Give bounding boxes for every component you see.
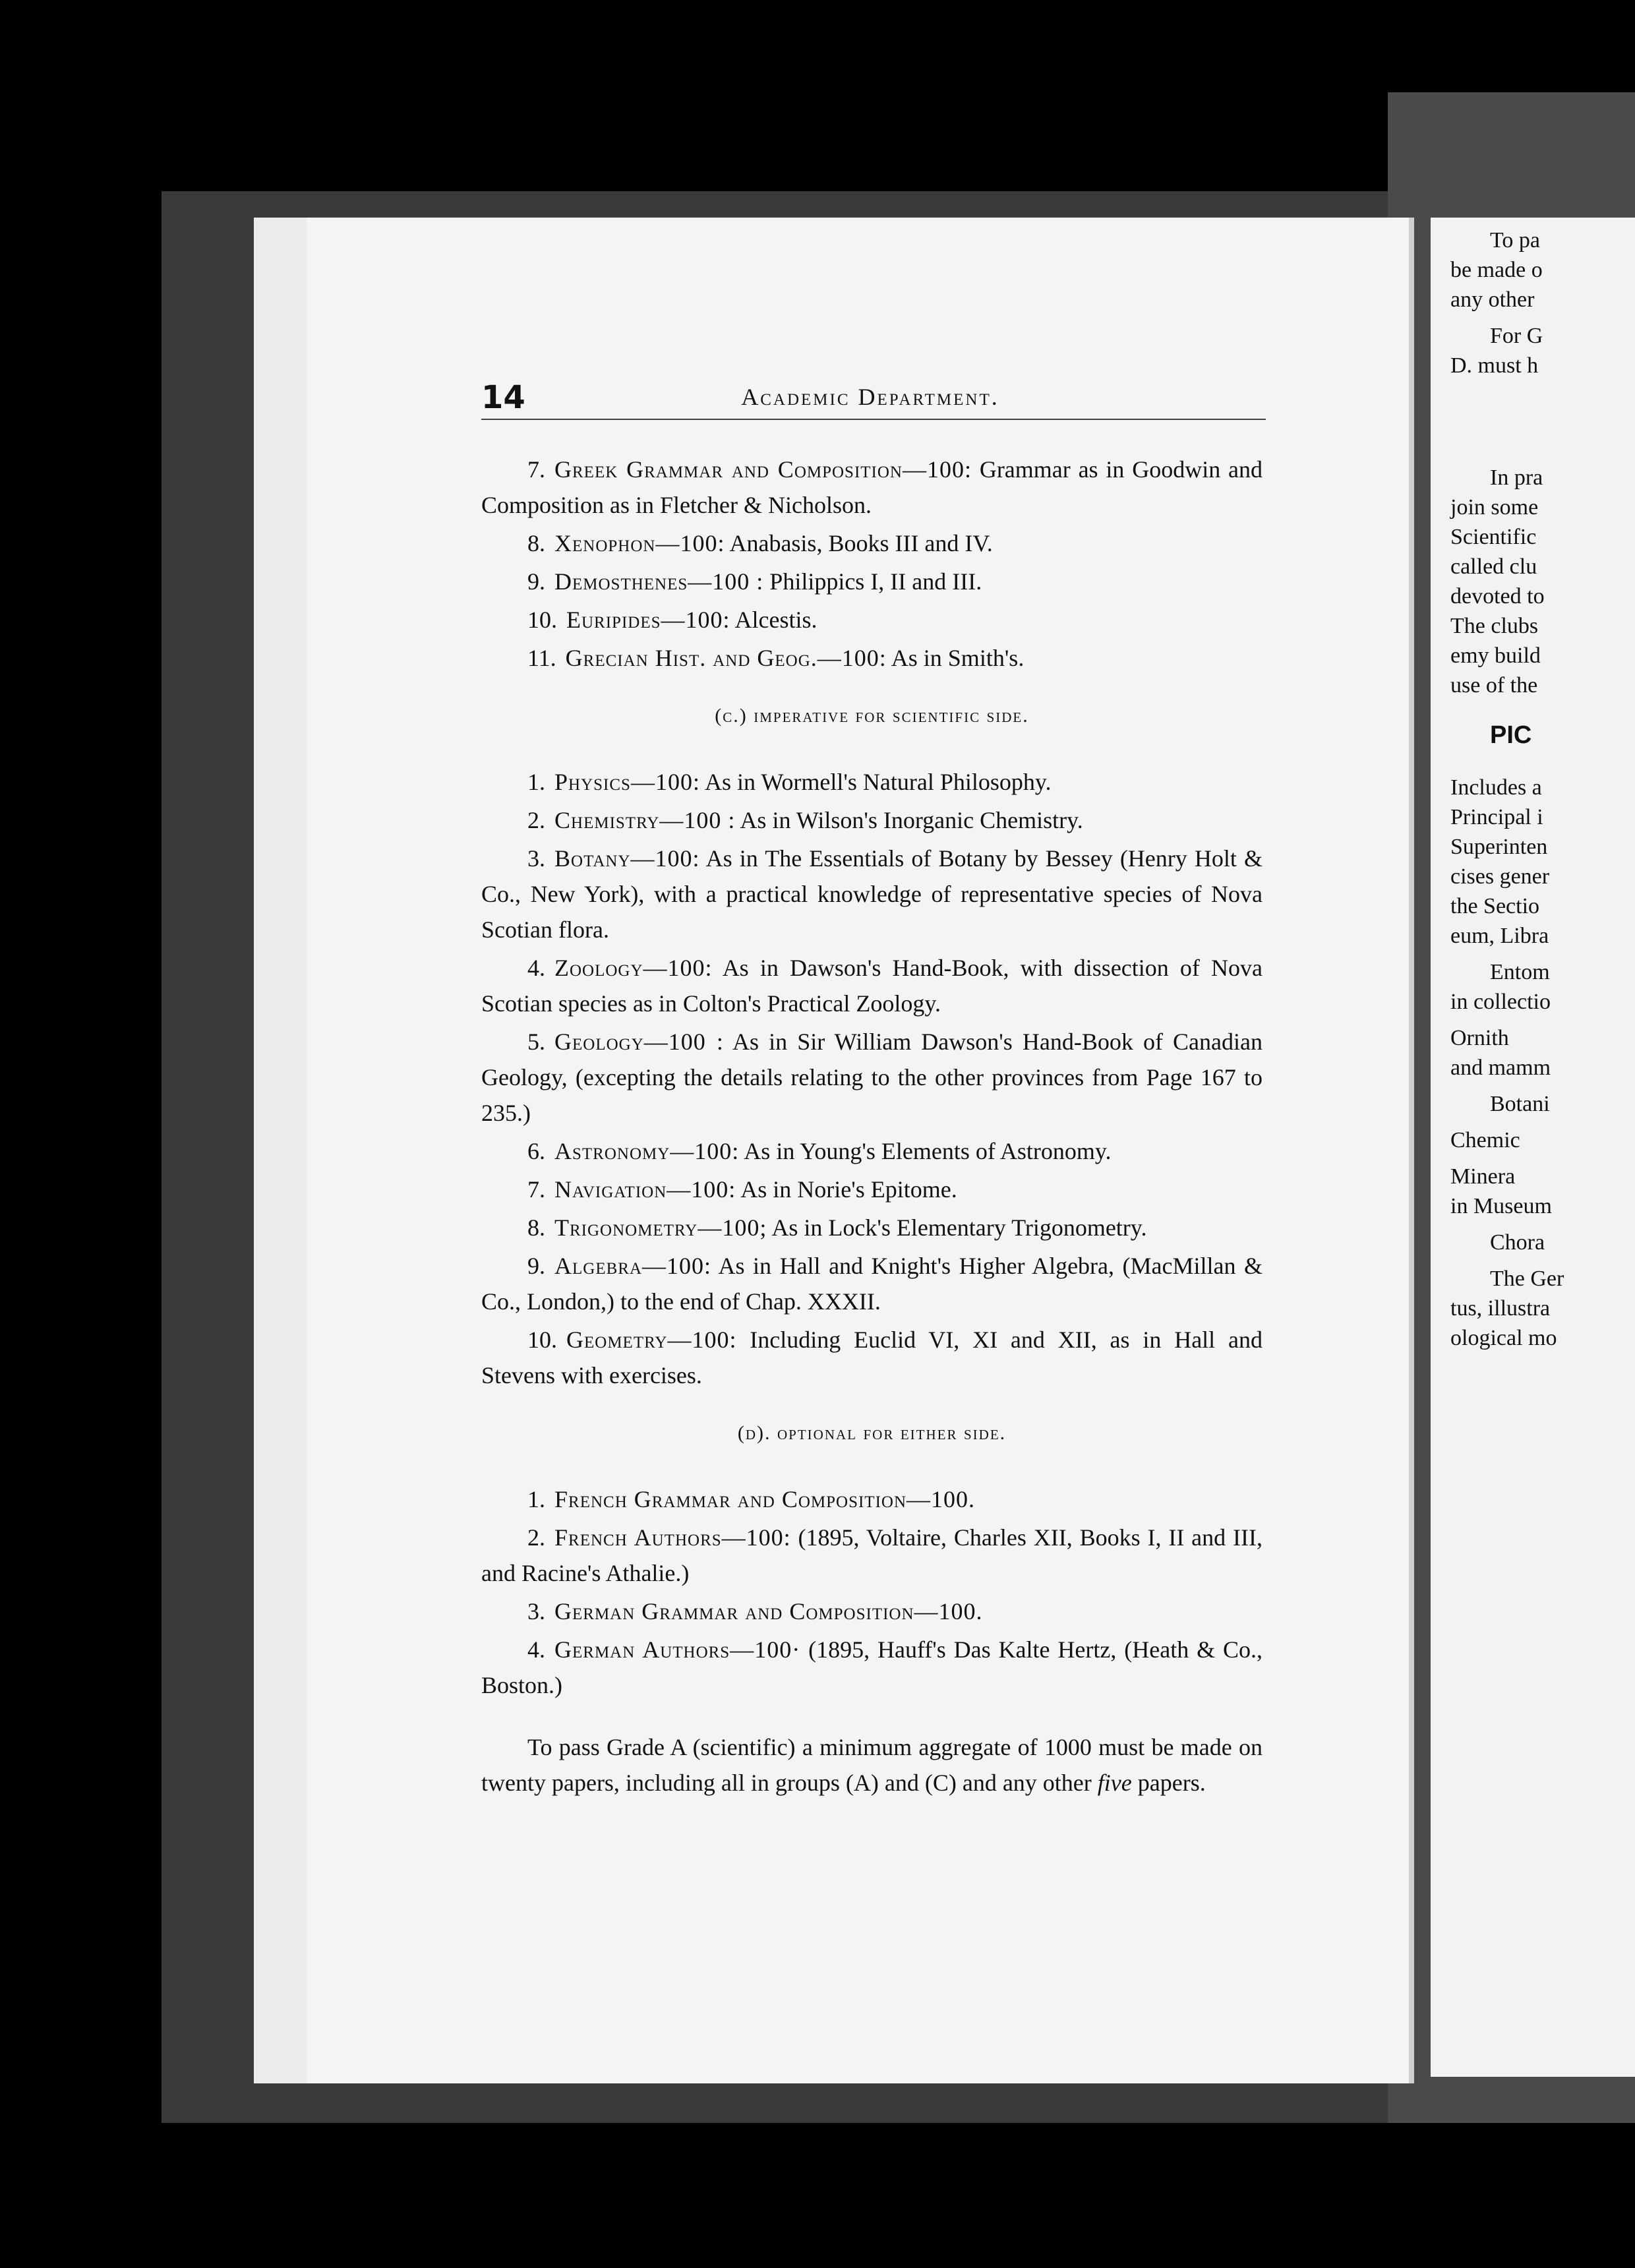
page-body — [481, 452, 1263, 1824]
item-number: 3. — [527, 1598, 545, 1625]
item-subject: Botany—100: — [554, 845, 700, 872]
right-page-line: Entom — [1490, 960, 1550, 984]
item-subject: French Grammar and Composition—100. — [554, 1486, 976, 1512]
item-number: 7. — [527, 456, 545, 483]
section-b-item — [481, 602, 1263, 638]
right-page-line: called clu — [1450, 554, 1537, 579]
closing-paragraph — [481, 1729, 1263, 1801]
item-number: 8. — [527, 1214, 545, 1241]
closing-emphasis: five — [1097, 1770, 1132, 1796]
item-subject: Geology—100 : — [554, 1029, 724, 1055]
item-detail: As in Wormell's Natural Philosophy. — [699, 769, 1052, 795]
right-page-line: D. must h — [1450, 353, 1539, 378]
right-page-line: For G — [1490, 324, 1543, 348]
item-number: 3. — [527, 845, 545, 872]
item-detail: As in Hall and Knight's Higher Algebra, (MacMillan & Co., London,) to the end of Chap. XXXII. — [481, 1253, 1263, 1315]
section-c-item — [481, 841, 1263, 947]
item-subject: Navigation—100: — [554, 1176, 736, 1203]
right-page-line: use of the — [1450, 673, 1538, 698]
section-c-item — [481, 764, 1263, 800]
item-detail: As in Sir William Dawson's Hand-Book of Canadian Geology, (excepting the details relating to the other provinces from Page 167 to 235.) — [481, 1029, 1263, 1126]
item-detail: Grammar as in Goodwin and Composition as in Fletcher & Nicholson. — [481, 456, 1263, 518]
section-d-item — [481, 1632, 1263, 1703]
left-page — [307, 218, 1414, 2083]
page-number: 14 — [481, 379, 525, 416]
item-detail: As in Smith's. — [886, 645, 1025, 671]
item-number: 2. — [527, 807, 545, 833]
item-detail: (1895, Voltaire, Charles XII, Books I, II and III, and Racine's Athalie.) — [481, 1524, 1263, 1586]
right-page-line: in collectio — [1450, 990, 1551, 1014]
item-subject: German Grammar and Composition—100. — [554, 1598, 983, 1625]
item-number: 11. — [527, 645, 556, 671]
item-detail: (1895, Hauff's Das Kalte Hertz, (Heath & Co., Boston.) — [481, 1636, 1263, 1698]
section-d-list — [481, 1481, 1263, 1703]
right-page-line: eum, Libra — [1450, 924, 1549, 948]
page-edge — [254, 218, 268, 2083]
item-subject: French Authors—100: — [554, 1524, 791, 1551]
item-subject: Xenophon—100: — [554, 530, 725, 556]
item-detail: As in Wilson's Inorganic Chemistry. — [735, 807, 1083, 833]
item-subject: Zoology—100: — [554, 955, 713, 981]
section-b-list — [481, 452, 1263, 676]
right-page-line: be made o — [1450, 258, 1543, 282]
item-subject: Grecian Hist. and Geog.—100: — [565, 645, 887, 671]
section-b-item — [481, 525, 1263, 561]
item-number: 10. — [527, 607, 557, 633]
section-c-item — [481, 950, 1263, 1021]
item-subject: Chemistry—100 : — [554, 807, 736, 833]
section-c-item — [481, 1172, 1263, 1207]
item-number: 6. — [527, 1138, 545, 1164]
item-detail: Including Euclid VI, XI and XII, as in Hall and Stevens with exercises. — [481, 1327, 1263, 1388]
right-page-line: ological mo — [1450, 1326, 1557, 1350]
item-detail: As in Dawson's Hand-Book, with dissection of Nova Scotian species as in Colton's Practical Zoology. — [481, 955, 1263, 1017]
section-c-list — [481, 764, 1263, 1393]
right-page-line: The clubs — [1450, 614, 1539, 638]
section-b-item — [481, 640, 1263, 676]
section-c-item — [481, 1248, 1263, 1319]
right-page-line: in Museum — [1450, 1194, 1552, 1218]
item-detail: Alcestis. — [730, 607, 818, 633]
item-number: 4. — [527, 1636, 545, 1663]
item-subject: Greek Grammar and Composition—100: — [554, 456, 972, 483]
section-d-heading: (d). optional for either side. — [737, 1422, 1007, 1444]
right-page-line: In pra — [1490, 465, 1543, 490]
right-page-line: PIC — [1490, 721, 1532, 749]
item-number: 1. — [527, 1486, 545, 1512]
section-c-item — [481, 1322, 1263, 1393]
section-d-item — [481, 1520, 1263, 1591]
item-number: 10. — [527, 1327, 557, 1353]
page-header — [481, 379, 1259, 416]
item-subject: Demosthenes—100 : — [554, 568, 764, 595]
item-subject: German Authors—100· — [554, 1636, 801, 1663]
item-number: 7. — [527, 1176, 545, 1203]
page-edge — [293, 218, 308, 2083]
right-page-line: and mamm — [1450, 1056, 1551, 1080]
item-subject: Physics—100: — [554, 769, 700, 795]
header-rule — [481, 419, 1266, 420]
right-page-line: Principal i — [1450, 805, 1543, 829]
section-d-item — [481, 1481, 1263, 1517]
item-number: 9. — [527, 1253, 545, 1279]
item-detail: As in Lock's Elementary Trigonometry. — [767, 1214, 1147, 1241]
right-page-line: Chora — [1490, 1230, 1545, 1255]
item-subject: Algebra—100: — [554, 1253, 711, 1279]
item-number: 9. — [527, 568, 545, 595]
right-page-line: Botani — [1490, 1092, 1550, 1116]
section-c-item — [481, 802, 1263, 838]
item-subject: Euripides—100: — [566, 607, 730, 633]
right-page-line: Minera — [1450, 1164, 1516, 1189]
section-b-item — [481, 452, 1263, 523]
section-c-item — [481, 1024, 1263, 1131]
item-detail: Philippics I, II and III. — [763, 568, 982, 595]
section-c-heading: (c.) imperative for scientific side. — [715, 705, 1029, 727]
section-d-item — [481, 1594, 1263, 1629]
item-subject: Geometry—100: — [566, 1327, 737, 1353]
right-page-line: emy build — [1450, 643, 1541, 668]
right-page-line: The Ger — [1490, 1267, 1564, 1291]
section-c-item — [481, 1210, 1263, 1245]
item-subject: Trigonometry—100; — [554, 1214, 767, 1241]
right-page-line: To pa — [1490, 228, 1540, 253]
right-page-line: join some — [1450, 495, 1539, 520]
item-subject: Astronomy—100: — [554, 1138, 740, 1164]
right-page-line: Chemic — [1450, 1128, 1520, 1152]
item-detail: As in Norie's Epitome. — [736, 1176, 957, 1203]
item-detail: As in Young's Elements of Astronomy. — [739, 1138, 1112, 1164]
item-number: 8. — [527, 530, 545, 556]
running-head: Academic Department. — [741, 384, 999, 410]
right-page-line: Scientific — [1450, 525, 1537, 549]
item-number: 5. — [527, 1029, 545, 1055]
right-page-line: devoted to — [1450, 584, 1545, 609]
item-detail: As in The Essentials of Botany by Bessey (Henry Holt & Co., New York), with a practical knowledge of representative species of Nova Scotian flora. — [481, 845, 1263, 943]
item-number: 1. — [527, 769, 545, 795]
section-c-item — [481, 1133, 1263, 1169]
item-number: 4. — [527, 955, 545, 981]
right-page-line: any other — [1450, 287, 1535, 312]
right-page-line: Ornith — [1450, 1026, 1509, 1050]
right-page-line: cises gener — [1450, 864, 1550, 889]
page-edge — [267, 218, 282, 2083]
right-page-line: Includes a — [1450, 775, 1542, 800]
right-page-line: Superinten — [1450, 835, 1548, 859]
item-detail: Anabasis, Books III and IV. — [725, 530, 993, 556]
item-number: 2. — [527, 1524, 545, 1551]
right-page-line: tus, illustra — [1450, 1296, 1551, 1321]
closing-text: To pass Grade A (scientific) a minimum aggregate of 1000 must be made on twenty papers, including all in groups (A) and (C) and any other — [481, 1734, 1263, 1796]
section-b-item — [481, 564, 1263, 599]
right-page-line: the Sectio — [1450, 894, 1540, 918]
right-page-fragment — [1431, 218, 1635, 2077]
closing-text-end: papers. — [1137, 1770, 1206, 1796]
page-edge — [280, 218, 295, 2083]
